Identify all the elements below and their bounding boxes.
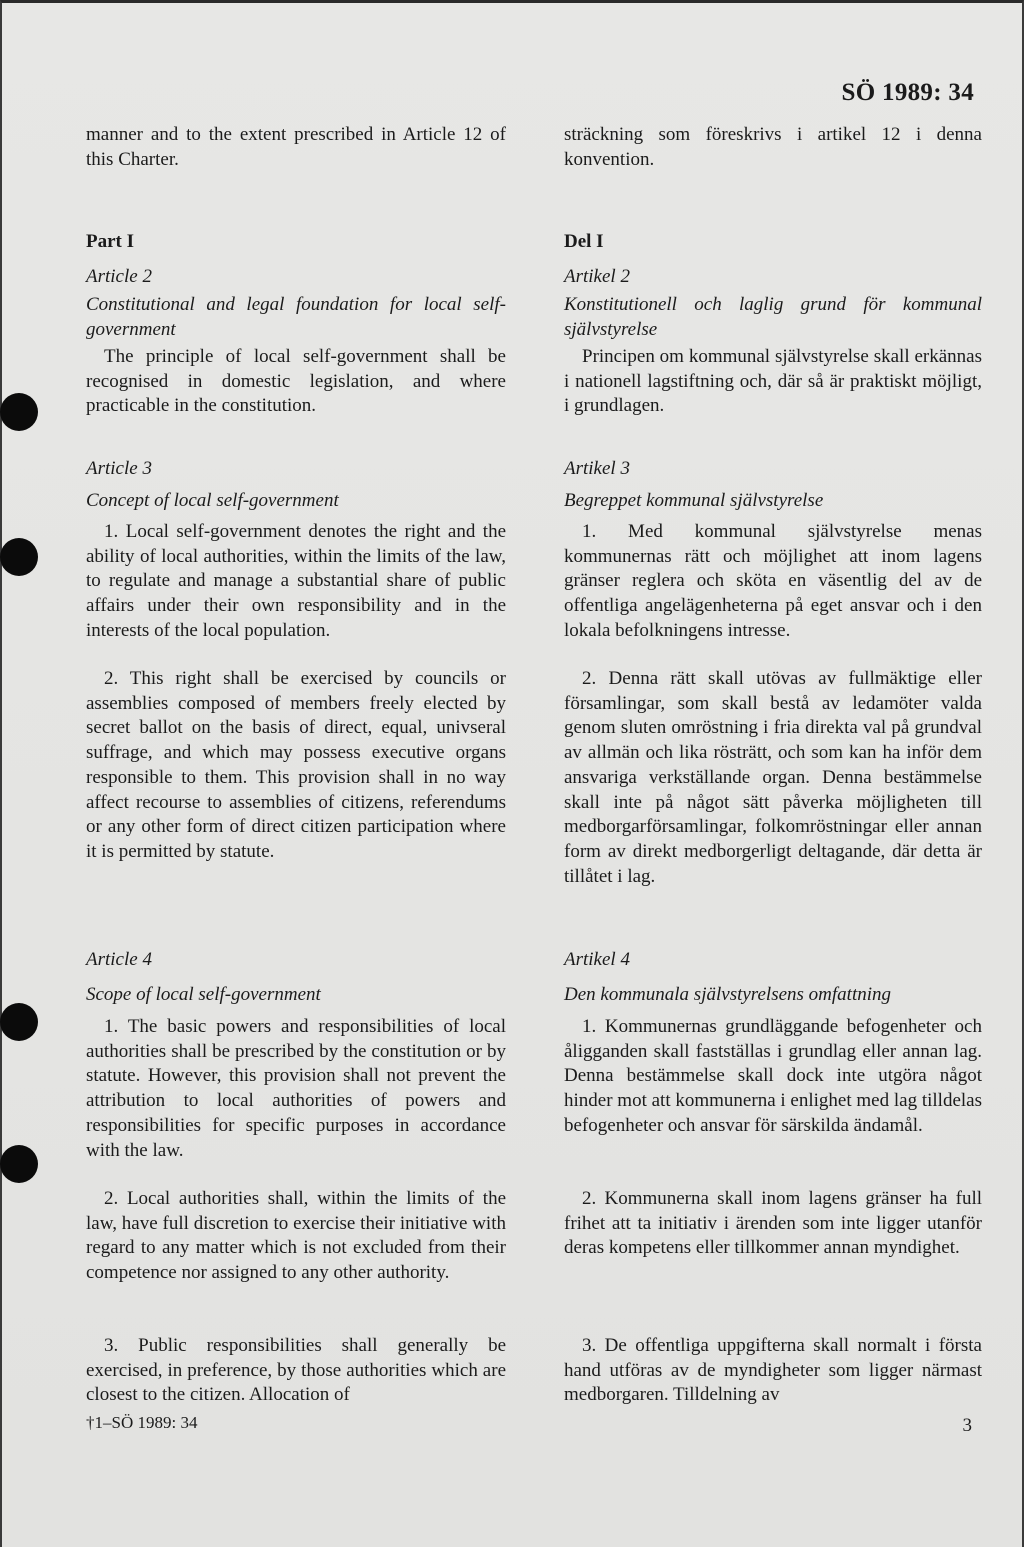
page-number: 3 — [962, 1415, 972, 1436]
punch-hole — [0, 1003, 38, 1041]
article-4-paragraph-2: 2. Kommunerna skall inom lagens gränser ha full frihet att ta initiativ i ärenden som inte ligger utanför deras kompetens eller tillkommer annan myndighet. — [564, 1188, 982, 1259]
article-4-title: Den kommunala självstyrelsens omfattning — [564, 984, 892, 1005]
article-4-paragraph-1: 1. Kommunernas grundläggande befogenheter och åligganden skall fastställas i grundlag eller annan lag. Denna bestämmelse skall dock inte utgöra något hinder mot att kommunerna i enlighet med lag tilldelas befogenheter och ansvar för särskilda ändamål. — [564, 1016, 982, 1136]
article-2-text: Principen om kommunal självstyrelse skall erkännas i nationell lagstiftning och, där så är praktiskt möjligt, i grundlagen. — [564, 346, 982, 417]
article-2-heading: Article 2 — [86, 266, 152, 287]
part-title: Part I — [86, 231, 135, 252]
article-3-heading: Artikel 3 — [564, 458, 630, 479]
article-3-paragraph-2: 2. Denna rätt skall utövas av fullmäktige eller församlingar, som skall bestå av ledamöter valda genom sluten omröstning i fria direkta val på grundval av allmän och lika rösträtt, och som kan ha inför dem ansvariga verkställande organ. Denna bestämmelse skall inte på något sätt påverka möjligheten till medborgarförsamlingar, folkomröstningar eller annan form av direkt medborgerligt deltagande, där detta är tillåtet i lag. — [564, 668, 982, 887]
article-4-paragraph-2: 2. Local authorities shall, within the limits of the law, have full discretion to exercise their initiative with regard to any matter which is not excluded from their competence nor assigned to any other authority. — [86, 1188, 506, 1284]
article-4-heading: Artikel 4 — [564, 949, 630, 970]
punch-hole — [0, 393, 38, 431]
intro-text: sträckning som föreskrivs i artikel 12 i denna konvention. — [564, 124, 982, 170]
article-2-title: Konstitutionell och laglig grund för kommunal självstyrelse — [564, 294, 982, 340]
document-code: SÖ 1989: 34 — [841, 79, 974, 106]
article-2-text: The principle of local self-government shall be recognised in domestic legislation, and where practicable in the constitution. — [86, 346, 506, 417]
article-2-title: Constitutional and legal foundation for local self-government — [86, 294, 506, 340]
punch-hole — [0, 538, 38, 576]
print-code: †1–SÖ 1989: 34 — [86, 1413, 198, 1432]
article-4-paragraph-3: 3. Public responsibilities shall generally be exercised, in preference, by those authorities which are closest to the citizen. Allocation of — [86, 1335, 506, 1406]
article-3-title: Concept of local self-government — [86, 490, 339, 511]
intro-text: manner and to the extent prescribed in Article 12 of this Charter. — [86, 124, 506, 170]
article-4-heading: Article 4 — [86, 949, 152, 970]
part-title: Del I — [564, 231, 604, 252]
article-4-title: Scope of local self-government — [86, 984, 321, 1005]
article-3-title: Begreppet kommunal självstyrelse — [564, 490, 824, 511]
article-3-paragraph-1: 1. Med kommunal självstyrelse menas kommunernas rätt och möjlighet att inom lagens gränser reglera och sköta en väsentlig del av de offentliga angelägenheterna på eget ansvar och i den lokala befolkningens intresse. — [564, 521, 982, 641]
article-4-paragraph-3: 3. De offentliga uppgifterna skall normalt i första hand utföras av de myndigheter som ligger närmast medborgaren. Tilldelning av — [564, 1335, 982, 1406]
article-3-paragraph-1: 1. Local self-government denotes the right and the ability of local authorities, within the limits of the law, to regulate and manage a substantial share of public affairs under their own responsibility and in the interests of the local population. — [86, 521, 506, 641]
article-3-paragraph-2: 2. This right shall be exercised by councils or assemblies composed of members freely elected by secret ballot on the basis of direct, equal, univseral suffrage, and which may possess executive organs responsible to them. This provision shall in no way affect recourse to assemblies of citizens, referendums or any other form of direct citizen participation where it is permitted by statute. — [86, 668, 506, 862]
article-4-paragraph-1: 1. The basic powers and responsibilities of local authorities shall be prescribed by the constitution or by statute. However, this provision shall not prevent the attribution to local authorities of powers and responsibilities for specific purposes in accordance with the law. — [86, 1016, 506, 1161]
article-2-heading: Artikel 2 — [564, 266, 630, 287]
punch-hole — [0, 1145, 38, 1183]
article-3-heading: Article 3 — [86, 458, 152, 479]
